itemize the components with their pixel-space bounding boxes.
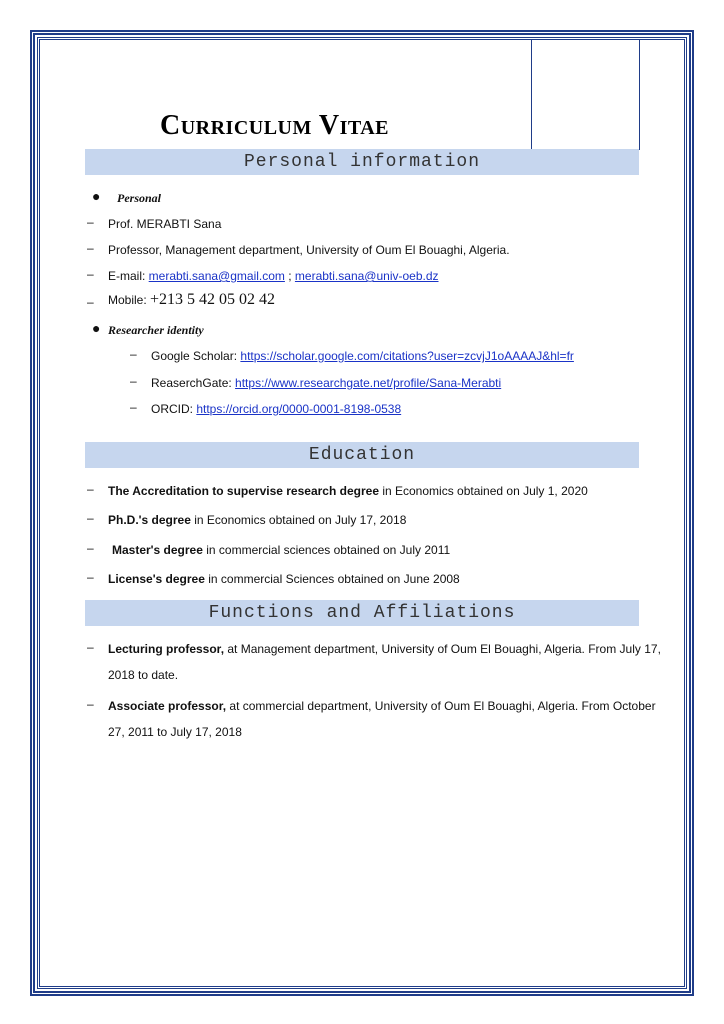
personal-email-row: [108, 268, 439, 284]
orcid-link[interactable]: https://orcid.org/0000-0001-8198-0538: [196, 402, 402, 416]
function-item: [108, 641, 661, 657]
function-item-continuation: 2018 to date.: [108, 668, 179, 682]
dash-icon: –: [130, 400, 137, 414]
scholar-label: Google Scholar:: [151, 349, 241, 363]
researchgate-link[interactable]: https://www.researchgate.net/profile/Sana-Merabti: [235, 376, 502, 390]
education-item: [112, 542, 450, 558]
decorative-line-left: [531, 40, 532, 150]
dash-icon: –: [87, 482, 94, 496]
dash-icon: –: [87, 570, 94, 584]
section-education: Education: [85, 442, 639, 468]
function-details: at commercial department, University of Oum El Bouaghi, Algeria. From October: [226, 699, 656, 713]
personal-position: Professor, Management department, University of Oum El Bouaghi, Algeria.: [108, 243, 510, 257]
function-title: Associate professor,: [108, 699, 227, 713]
degree-title: License's degree: [108, 572, 205, 586]
dash-icon: –: [87, 295, 94, 309]
dash-icon: –: [87, 241, 94, 255]
researchgate-label: ReaserchGate:: [151, 376, 236, 390]
degree-title: Master's degree: [112, 543, 203, 557]
email-label: E-mail:: [108, 269, 149, 283]
personal-name: Prof. MERABTI Sana: [108, 217, 222, 231]
page-title: Curriculum Vitae: [160, 110, 390, 141]
degree-details: in commercial Sciences obtained on June 2008: [204, 572, 460, 586]
bullet-icon: ●: [92, 188, 101, 204]
education-item: [108, 512, 406, 528]
degree-details: in commercial sciences obtained on July 2011: [202, 543, 451, 557]
section-functions-affiliations: Functions and Affiliations: [85, 600, 639, 626]
dash-icon: –: [87, 640, 94, 654]
email-link-university[interactable]: merabti.sana@univ-oeb.dz: [294, 269, 439, 283]
bullet-icon: ●: [92, 320, 101, 336]
google-scholar-link[interactable]: https://scholar.google.com/citations?user=zcvjJ1oAAAAJ&hl=fr: [240, 349, 574, 363]
dash-icon: –: [87, 541, 94, 555]
function-title: Lecturing professor,: [108, 642, 225, 656]
mobile-label: Mobile:: [108, 293, 151, 307]
email-link-gmail[interactable]: merabti.sana@gmail.com: [148, 269, 285, 283]
function-item-continuation: 27, 2011 to July 17, 2018: [108, 725, 242, 739]
researcher-heading: Researcher identity: [108, 323, 204, 337]
personal-heading: Personal: [117, 191, 162, 205]
education-item: [108, 483, 588, 499]
dash-icon: –: [130, 374, 137, 388]
function-details: at Management department, University of Oum El Bouaghi, Algeria. From July 17,: [224, 642, 661, 656]
orcid-label: ORCID:: [151, 402, 197, 416]
dash-icon: –: [87, 215, 94, 229]
degree-title: The Accreditation to supervise research degree: [108, 484, 379, 498]
degree-details: in Economics obtained on July 1, 2020: [379, 484, 588, 498]
education-item: [108, 571, 460, 587]
dash-icon: –: [130, 347, 137, 361]
degree-title: Ph.D.'s degree: [108, 513, 191, 527]
dash-icon: –: [87, 697, 94, 711]
researchgate-row: [151, 375, 501, 391]
decorative-line-right: [639, 40, 640, 150]
function-item: [108, 698, 656, 714]
section-personal-information: Personal information: [85, 149, 639, 175]
google-scholar-row: [151, 348, 574, 364]
email-separator: ;: [284, 269, 295, 283]
mobile-number: +213 5 42 05 02 42: [150, 291, 276, 308]
orcid-row: [151, 401, 401, 417]
personal-mobile-row: [108, 292, 275, 308]
dash-icon: –: [87, 511, 94, 525]
degree-details: in Economics obtained on July 17, 2018: [190, 513, 407, 527]
dash-icon: –: [87, 267, 94, 281]
